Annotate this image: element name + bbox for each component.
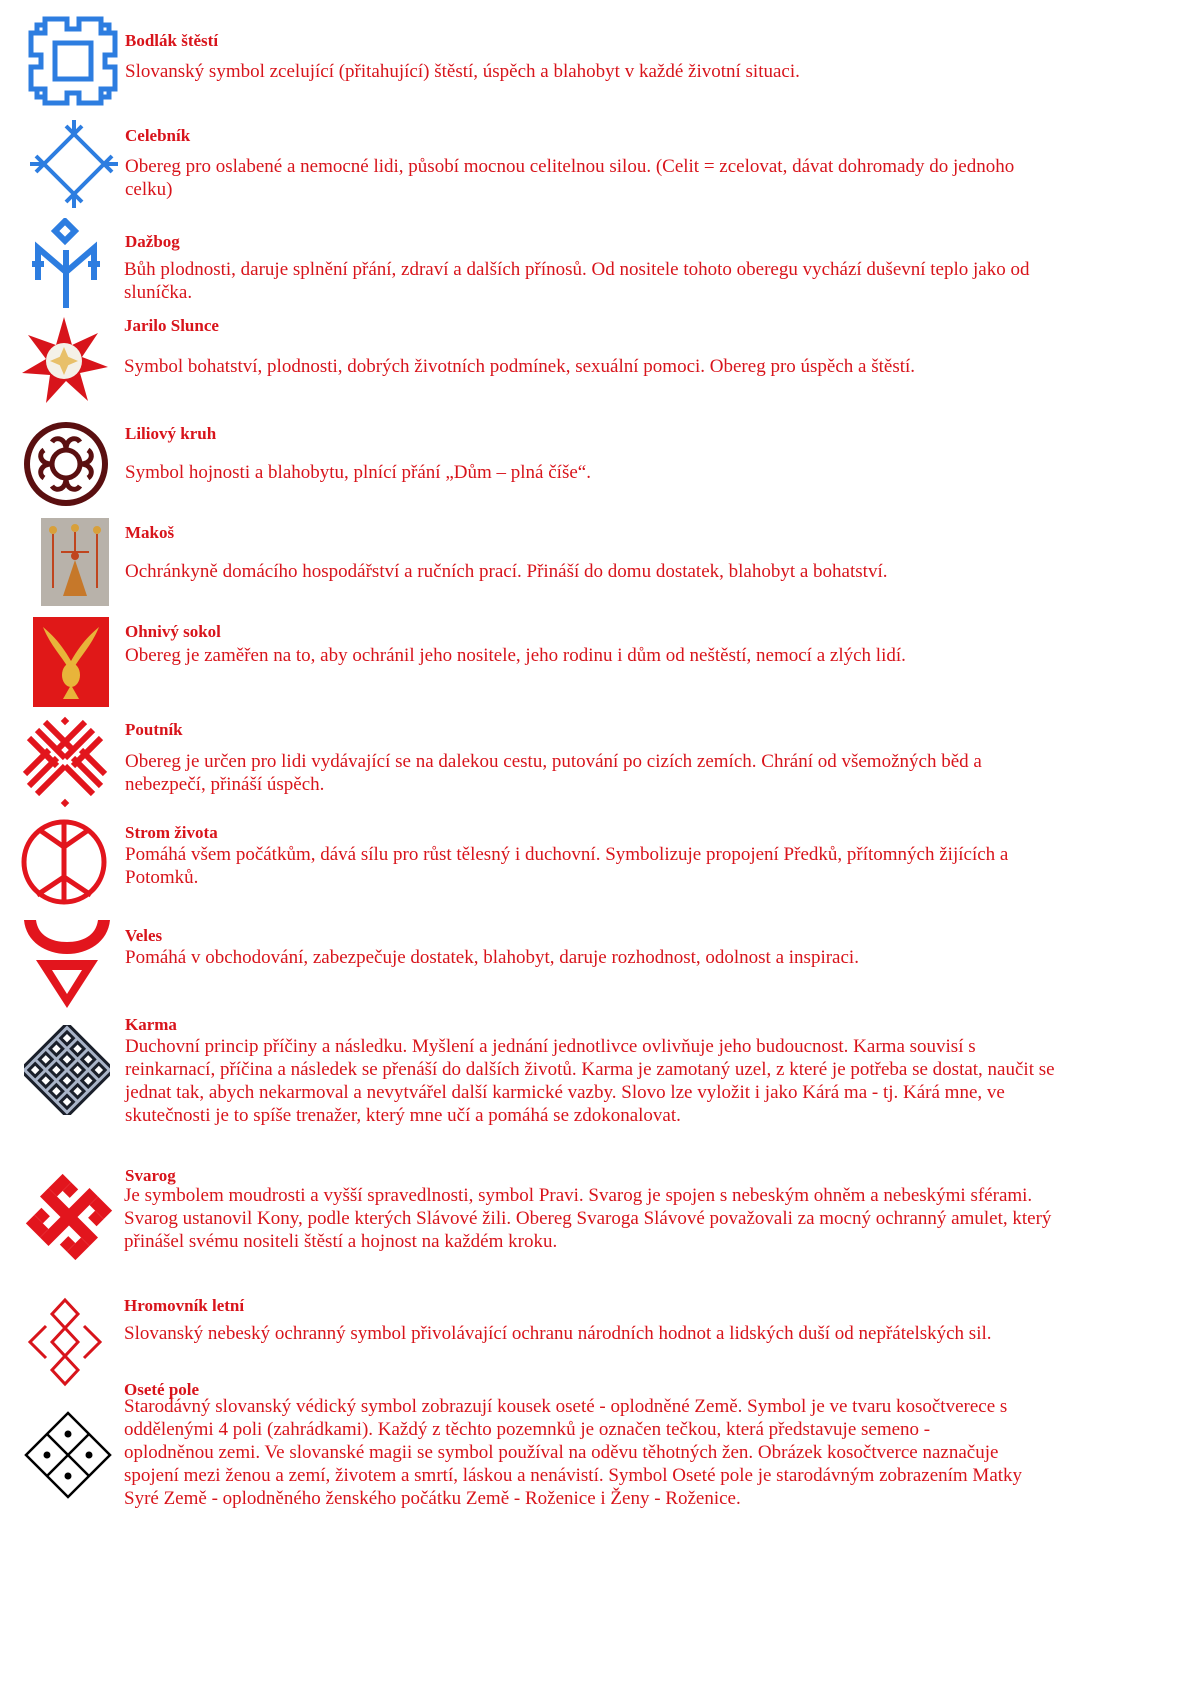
osete-pole-icon [23, 1410, 113, 1500]
symbol-title: Hromovník letní [124, 1296, 245, 1315]
symbol-title: Bodlák štěstí [125, 31, 219, 50]
symbol-title: Karma [125, 1015, 177, 1034]
symbol-description: Pomáhá všem počátkům, dává sílu pro růst tělesný i duchovní. Symbolizuje propojení Předků, přítomných žijících a Potomků. [125, 844, 1009, 888]
symbol-description: Symbol bohatství, plodnosti, dobrých životních podmínek, sexuální pomoci. Obereg pro úspěch a štěstí. [124, 356, 916, 377]
veles-icon [22, 918, 112, 1008]
symbol-description: Slovanský symbol zcelující (přitahující) štěstí, úspěch a blahobyt v každé životní situaci. [125, 61, 800, 82]
symbol-description: Duchovní princip příčiny a následku. Myšlení a jednání jednotlivce ovlivňuje jeho budoucnost. Karma souvisí s reinkarnací, příčina a následek se přenáší do dalších životů. Karma je zamotaný uzel, z které je potřeba se dostat, naučit se jednat tak, abych nekarmoval a nevytvářel další karmické vazby. Slovo lze vyložit i jako Kárá ma - tj. Kárá mne, ve skutečnosti je to spíše trenažer, který mne učí a pomáhá se zdokonalovat. [125, 1036, 1055, 1126]
symbol-title: Jarilo Slunce [124, 316, 219, 335]
ohnivy-sokol-icon [33, 617, 109, 707]
symbol-title: Poutník [125, 720, 183, 739]
symbol-description: Slovanský nebeský ochranný symbol přivolávající ochranu národních hodnot a lidských duší od nepřátelských sil. [124, 1323, 992, 1344]
symbol-title: Oseté pole [124, 1380, 200, 1399]
liliovy-kruh-icon [20, 418, 112, 510]
symbol-description: Bůh plodnosti, daruje splnění přání, zdraví a dalších přínosů. Od nositele tohoto oberegu vychází duševní teplo jako od sluníčka. [124, 259, 1030, 303]
symbol-description: Starodávný slovanský védický symbol zobrazují kousek oseté - oplodněné Země. Symbol je ve tvaru kosočtverece s oddělenými 4 poli (zahrádkami). Každý z těchto pozemnků je označen tečkou, která představuje semeno - oplodněnou zemi. Ve slovanské magii se symbol používal na oděvu těhotných žen. Obrázek kosočtverce naznačuje spojení mezi ženou a zemí, životem a smrtí, láskou a nenávistí. Symbol Oseté pole je starodávným zobrazením Matky Syré Země - oplodněného ženského počátku Země - Roženice i Ženy - Roženice. [124, 1396, 1023, 1509]
symbol-title: Makoš [125, 523, 175, 542]
jarilo-slunce-icon [18, 315, 110, 407]
makos-icon [41, 518, 109, 606]
symbol-description: Obereg pro oslabené a nemocné lidi, působí mocnou celitelnou silou. (Celit = zcelovat, dávat dohromady do jednoho celku) [125, 156, 1015, 200]
symbol-title: Dažbog [125, 232, 180, 251]
karma-icon [24, 1025, 110, 1115]
symbol-description: Obereg je určen pro lidi vydávající se na dalekou cestu, putování po cizích zemích. Chrání od všemožných běd a nebezpečí, přináší úspěch. [125, 751, 982, 795]
symbol-title: Svarog [125, 1166, 176, 1185]
celebnik-icon [28, 118, 120, 210]
poutnik-icon [19, 716, 111, 808]
symbol-description: Symbol hojnosti a blahobytu, plnící přání „Dům – plná číše“. [125, 462, 591, 483]
symbol-title: Celebník [125, 126, 191, 145]
symbol-description: Je symbolem moudrosti a vyšší spravedlnosti, symbol Pravi. Svarog je spojen s nebeským ohněm a nebeskými sférami. Svarog ustanovil Kony, podle kterých Slávové žili. Obereg Svaroga Slávové považovali za mocný ochranný amulet, který přinášel svému nositeli štěstí a hojnost na každém kroku. [124, 1185, 1052, 1252]
symbol-title: Ohnivý sokol [125, 622, 221, 641]
dazbog-icon [30, 218, 102, 310]
svarog-icon [24, 1172, 114, 1262]
symbol-title: Veles [125, 926, 163, 945]
symbol-title: Strom života [125, 823, 218, 842]
symbol-description: Pomáhá v obchodování, zabezpečuje dostatek, blahobyt, daruje rozhodnost, odolnost a inspiraci. [125, 947, 859, 968]
strom-zivota-icon [19, 817, 109, 907]
symbol-description: Ochránkyně domácího hospodářství a ručních prací. Přináší do domu dostatek, blahobyt a bohatství. [125, 561, 888, 582]
hromovnik-letni-icon [18, 1296, 112, 1390]
symbol-title: Liliový kruh [125, 424, 217, 443]
bodlak-stesti-icon [27, 15, 119, 107]
symbol-description: Obereg je zaměřen na to, aby ochránil jeho nositele, jeho rodinu i dům od neštěstí, nemocí a zlých lidí. [125, 645, 906, 666]
